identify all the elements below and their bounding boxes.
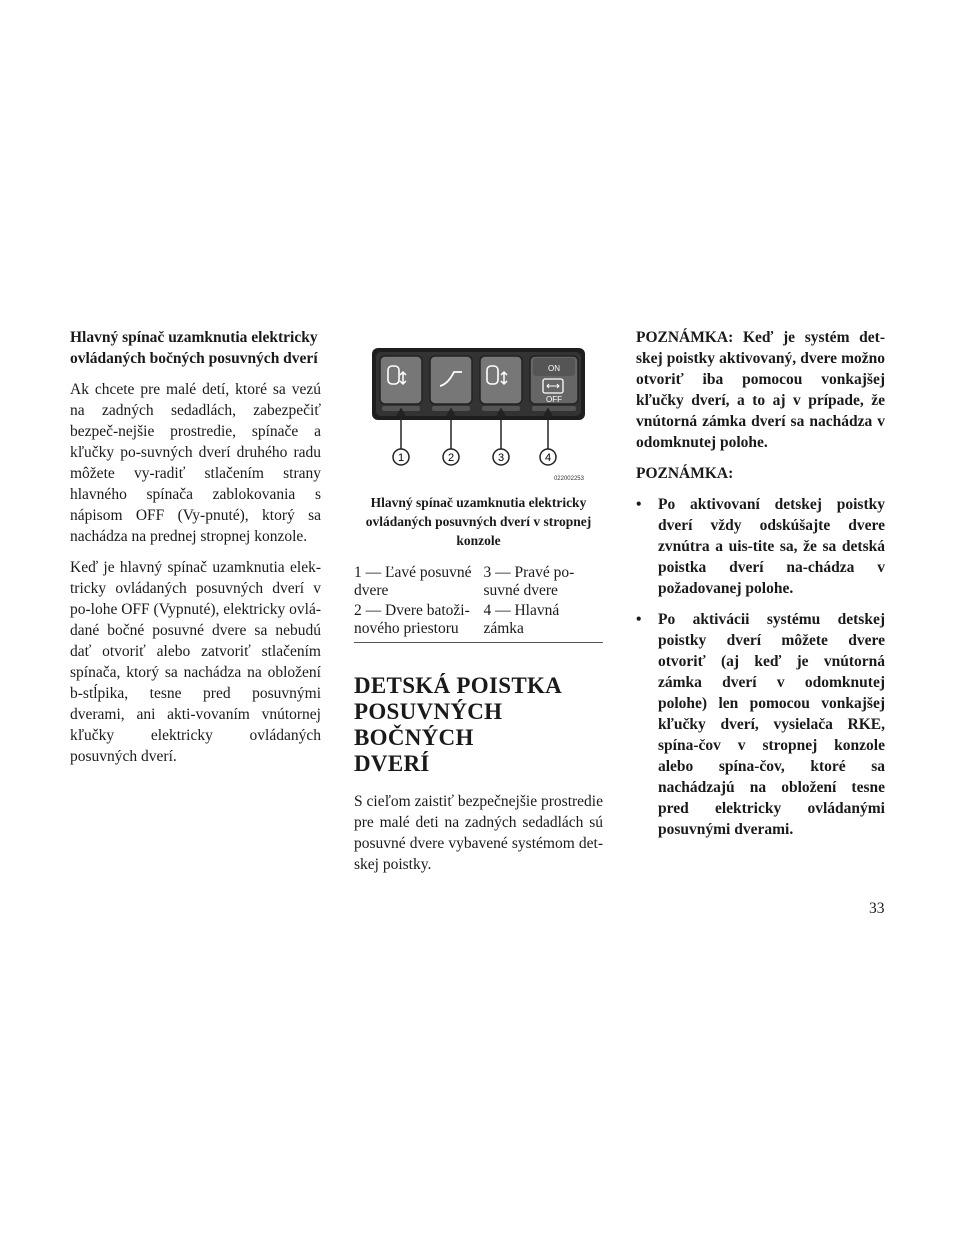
page-number: 33	[869, 900, 885, 917]
svg-text:4: 4	[544, 452, 552, 464]
svg-text:3: 3	[497, 452, 505, 464]
note-paragraph: POZNÁMKA: Keď je systém det-skej poistky aktivovaný, dvere možno otvoriť iba pomocou vonkajšej kľučky dverí, a to aj v prípade, že vnútorná zámka dverí sa nachádza v odomknutej polohe.	[636, 329, 885, 451]
note-bullet-list	[636, 494, 885, 840]
switch-figure	[354, 346, 603, 483]
switch-on-label: ON	[548, 364, 560, 373]
bullet-text: Po aktivácii systému detskej poistky dverí môžete dvere otvoriť (aj keď je vnútorná zámka dverí v odomknutej polohe) len pomocou vonkajšej kľučky dverí, vysielača RKE, spína-čov v stropnej konzole alebo spína-čov, ktoré sa nachádzajú na obložení tesne pred elektricky ovládanými posuvnými dverami.	[658, 611, 885, 838]
image-code: 022002253	[553, 476, 584, 482]
heading-line-1: Hlavný spínač uzamknutia elektricky	[70, 329, 318, 346]
heading-line-2: ovládaných bočných posuvných dverí	[70, 350, 318, 367]
child-lock-heading	[354, 673, 603, 777]
paragraph-2: Keď je hlavný spínač uzamknutia elek-tricky ovládaných posuvných dverí v po-lohe OFF (Vypnuté), elektricky ovlá-dané bočné posuvné dvere sa nebudú dať otvoriť alebo zatvoriť stlačením spínača, ktorý sa nachádza na obložení b-stĺpika, tesne pred posuvnými dverami, ani akti-vovaním vnútornej kľučky elektricky ovládaných posuvných dverí.	[70, 559, 321, 765]
legend-item-1: 1 — Ľavé posuvné dvere	[354, 564, 472, 599]
legend-item-4: 4 — Hlavná zámka	[483, 602, 560, 637]
legend-row	[354, 564, 603, 602]
right-door-button	[480, 356, 522, 411]
callout-2	[443, 449, 459, 465]
bullet-text: Po aktivovaní detskej poistky dverí vždy odskúšajte dvere zvnútra a uis-tite sa, že sa detská poistka dverí na-chádza v požadovanej polohe.	[658, 496, 885, 597]
switch-off-label: OFF	[546, 395, 562, 404]
legend-divider	[354, 642, 603, 643]
bullet-icon: •	[636, 496, 642, 513]
liftgate-button	[430, 356, 472, 411]
left-door-button	[380, 356, 422, 411]
legend-item-3: 3 — Pravé po-suvné dvere	[483, 564, 575, 599]
legend-row	[354, 602, 603, 640]
list-item	[636, 494, 885, 599]
heading-line-2: POSUVNÝCH BOČNÝCH	[354, 699, 503, 750]
master-lock-switch	[530, 356, 578, 411]
right-column	[636, 327, 885, 850]
svg-text:2: 2	[447, 452, 455, 464]
middle-column	[354, 330, 603, 875]
figure-caption: Hlavný spínač uzamknutia elektricky ovládaných posuvných dverí v stropnej konzole	[365, 495, 592, 548]
bullet-icon: •	[636, 611, 642, 628]
callout-4	[540, 449, 556, 465]
callout-1	[393, 449, 409, 465]
svg-text:1: 1	[397, 452, 405, 464]
heading-line-3: DVERÍ	[354, 751, 430, 776]
child-lock-paragraph: S cieľom zaistiť bezpečnejšie prostredie pre malé deti na zadných sedadlách sú posuvné dvere vybavené systémom det-skej poistky.	[354, 793, 603, 873]
paragraph-1: Ak chcete pre malé detí, ktoré sa vezú na zadných sedadlách, zabezpečiť bezpeč-nejšie prostredie, spínače a kľučky po-suvných dverí druhého radu môžete vy-radiť stlačením strany hlavného spínača zablokovania s nápisom OFF (Vy-pnuté), ktorý sa nachádza na prednej stropnej konzole.	[70, 381, 321, 545]
legend-table	[354, 564, 603, 640]
left-column	[70, 327, 321, 767]
overhead-console-switch-illustration	[354, 346, 603, 483]
switch-section-heading	[70, 327, 321, 369]
list-item	[636, 609, 885, 840]
heading-line-1: DETSKÁ POISTKA	[354, 673, 563, 698]
note-label: POZNÁMKA:	[636, 465, 734, 482]
legend-item-2: 2 — Dvere batoži-nového priestoru	[354, 602, 470, 637]
callout-3	[493, 449, 509, 465]
